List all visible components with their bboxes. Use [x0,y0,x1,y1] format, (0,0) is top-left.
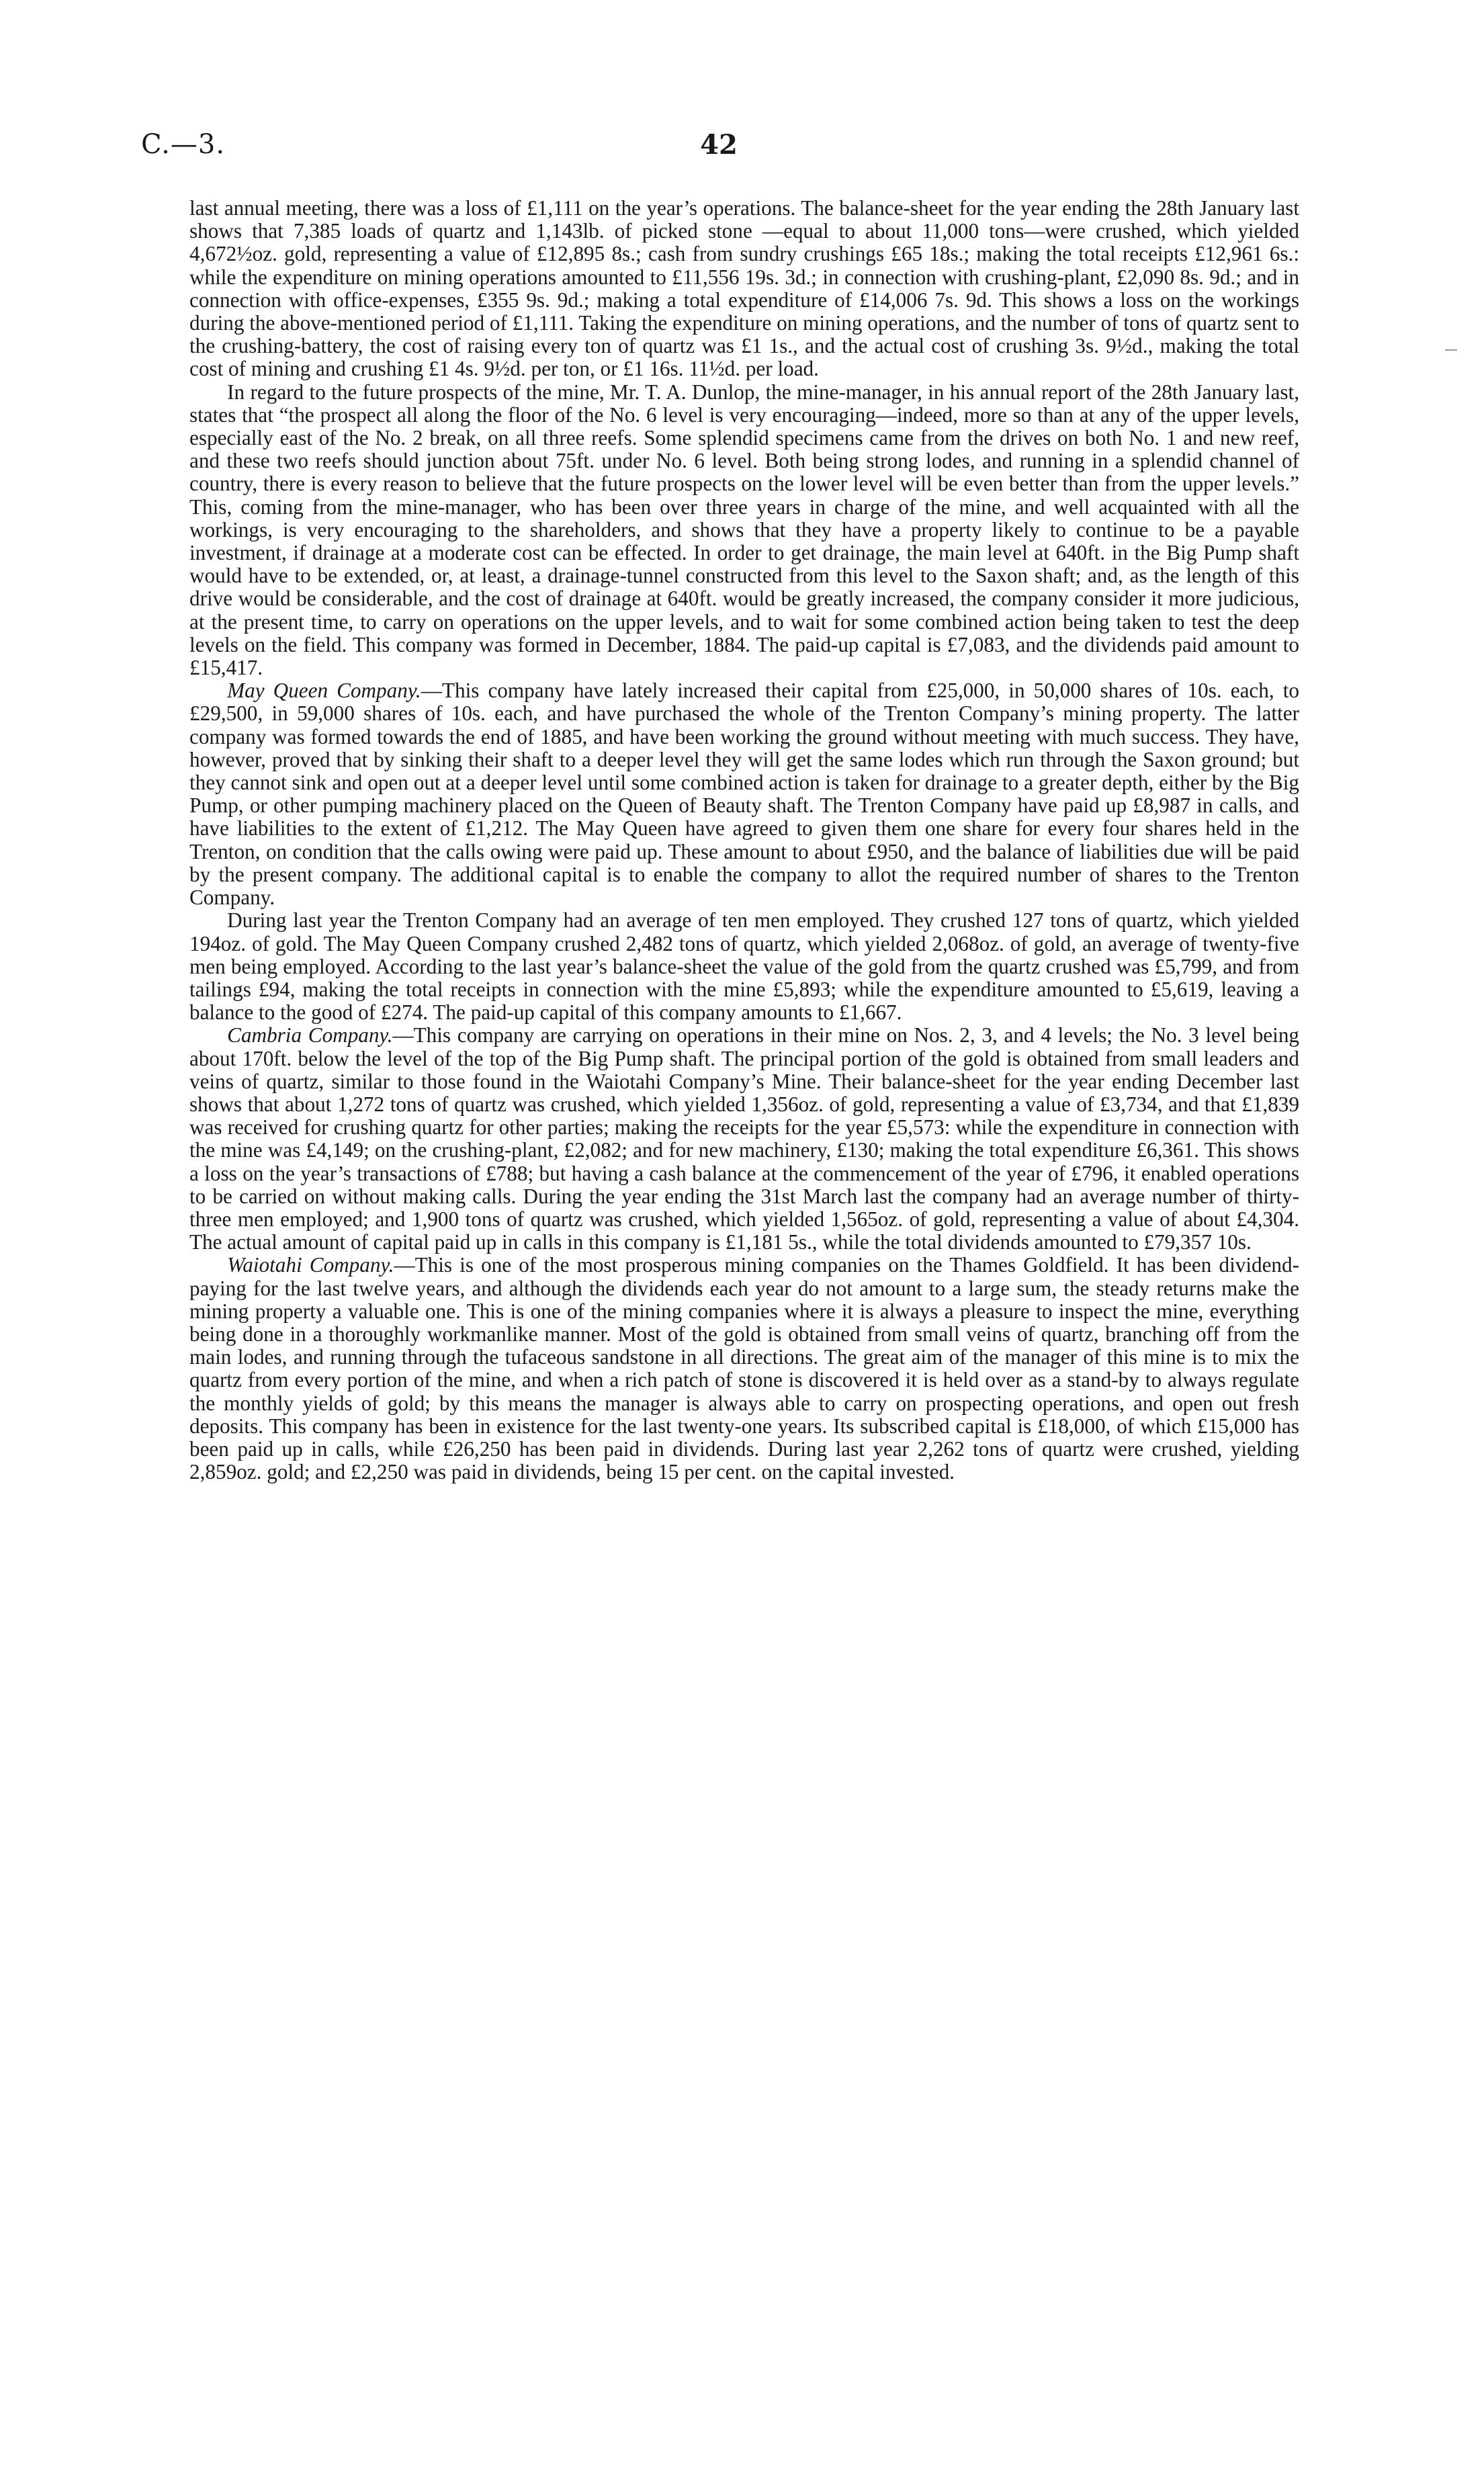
section-heading: Cambria Company. [227,1023,393,1047]
document-reference: C.—3. [141,129,226,160]
paragraph-may-queen [189,679,1299,909]
paragraph-text: last annual meeting, there was a loss of £1,111 on the year’s operations. The balance-sheet for the year ending the 28th January last shows that 7,385 loads of quartz and 1,143lb. of picked stone —equal to about 11,000 tons—were crushed, which yielded 4,672½oz. gold, representing a value of £12,895 8s.; cash from sundry crushings £65 18s.; making the total receipts £12,961 6s.: while the expenditure on mining operations amounted to £11,556 19s. 3d.; in connection with crushing-plant, £2,090 8s. 9d.; and in connection with office-expenses, £355 9s. 9d.; making a total expenditure of £14,006 7s. 9d. This shows a loss on the workings during the above-mentioned period of £1,111. Taking the expenditure on mining operations, and the number of tons of quartz sent to the crushing-battery, the cost of raising every ton of quartz was £1 1s., and the actual cost of crushing 3s. 9½d., making the total cost of mining and crushing £1 4s. 9½d. per ton, or £1 16s. 11½d. per load. [189,196,1299,381]
paragraph-cambria [189,1024,1299,1254]
section-heading: Waiotahi Company. [227,1253,394,1277]
paragraph-text: During last year the Trenton Company had an average of ten men employed. They crushed 127 tons of quartz, which yielded 194oz. of gold. The May Queen Company crushed 2,482 tons of quartz, which yielded 2,068oz. of gold, an average of twenty-five men being employed. According to the last year’s balance-sheet the value of the gold from the quartz crushed was £5,799, and from tailings £94, making the total receipts in connection with the mine £5,893; while the expenditure amounted to £5,619, leaving a balance to the good of £274. The paid-up capital of this company amounts to £1,667. [189,908,1299,1025]
section-heading: May Queen Company. [227,679,421,703]
margin-mark [1445,349,1457,351]
paragraph-waiotahi [189,1254,1299,1484]
paragraph-trenton [189,909,1299,1024]
paragraph-text: —This company have lately increased their capital from £25,000, in 50,000 shares of 10s. each, to £29,500, in 59,000 shares of 10s. each, and have purchased the whole of the Trenton Company’s mining property. The latter company was formed towards the end of 1885, and have been working the ground without meeting with much success. They have, however, proved that by sinking their shaft to a deeper level they will get the same lodes which run through the Saxon ground; but they cannot sink and open out at a deeper level until some combined action is taken for drainage to a greater depth, either by the Big Pump, or other pumping machinery placed on the Queen of Beauty shaft. The Trenton Company have paid up £8,987 in calls, and have liabilities to the extent of £1,212. The May Queen have agreed to given them one share for every four shares held in the Trenton, on condition that the calls owing were paid up. These amount to about £950, and the balance of liabilities due will be paid by the present company. The additional capital is to enable the company to allot the required number of shares to the Trenton Company. [189,679,1299,910]
paragraph-text: —This is one of the most prosperous mining companies on the Thames Goldfield. It has been dividend-paying for the last twelve years, and although the dividends each year do not amount to a large sum, the steady returns make the mining property a valuable one. This is one of the mining companies where it is always a pleasure to inspect the mine, everything being done in a thoroughly workmanlike manner. Most of the gold is obtained from small veins of quartz, branching off from the main lodes, and running through the tufaceous sandstone in all directions. The great aim of the manager of this mine is to mix the quartz from every portion of the mine, and when a rich patch of stone is discovered it is held over as a stand-by to always regulate the monthly yields of gold; by this means the manager is always able to carry on prospecting operations, and open out fresh deposits. This company has been in existence for the last twenty-one years. Its subscribed capital is £18,000, of which £15,000 has been paid up in calls, while £26,250 has been paid in dividends. During last year 2,262 tons of quartz were crushed, yielding 2,859oz. gold; and £2,250 was paid in dividends, being 15 per cent. on the capital invested. [189,1253,1299,1484]
paragraph-continuation [189,197,1299,381]
page-header [141,129,1297,176]
body-text [189,197,1299,1484]
page-number: 42 [700,129,738,161]
paragraph-text: In regard to the future prospects of the mine, Mr. T. A. Dunlop, the mine-manager, in his annual report of the 28th January last, states that “the prospect all along the floor of the No. 6 level is very encouraging—indeed, more so than at any of the upper levels, especially east of the No. 2 break, on all three reefs. Some splendid specimens came from the drives on both No. 1 and new reef, and these two reefs should junction about 75ft. under No. 6 level. Both being strong lodes, and running in a splendid channel of country, there is every reason to believe that the future prospects on the lower level will be even better than from the upper levels.” This, coming from the mine-manager, who has been over three years in charge of the mine, and well acquainted with all the workings, is very encouraging to the shareholders, and shows that they have a property likely to continue to be a payable investment, if drainage at a moderate cost can be effected. In order to get drainage, the main level at 640ft. in the Big Pump shaft would have to be extended, or, at least, a drainage-tunnel constructed from this level to the Saxon shaft; and, as the length of this drive would be considerable, and the cost of drainage at 640ft. would be greatly increased, the company consider it more judicious, at the present time, to carry on operations on the upper levels, and to wait for some combined action being taken to test the deep levels on the field. This company was formed in December, 1884. The paid-up capital is £7,083, and the dividends paid amount to £15,417. [189,380,1299,680]
paragraph-future-prospects [189,381,1299,680]
paragraph-text: —This company are carrying on operations in their mine on Nos. 2, 3, and 4 levels; the No. 3 level being about 170ft. below the level of the top of the Big Pump shaft. The principal portion of the gold is obtained from small leaders and veins of quartz, similar to those found in the Waiotahi Company’s Mine. Their balance-sheet for the year ending December last shows that about 1,272 tons of quartz was crushed, which yielded 1,356oz. of gold, representing a value of £3,734, and that £1,839 was received for crushing quartz for other parties; making the receipts for the year £5,573: while the expenditure in connection with the mine was £4,149; on the crushing-plant, £2,082; and for new machinery, £130; making the total expenditure £6,361. This shows a loss on the year’s transactions of £788; but having a cash balance at the commencement of the year of £796, it enabled operations to be carried on without making calls. During the year ending the 31st March last the company had an average number of thirty-three men employed; and 1,900 tons of quartz was crushed, which yielded 1,565oz. of gold, representing a value of about £4,304. The actual amount of capital paid up in calls in this company is £1,181 5s., while the total dividends amounted to £79,357 10s. [189,1023,1300,1254]
